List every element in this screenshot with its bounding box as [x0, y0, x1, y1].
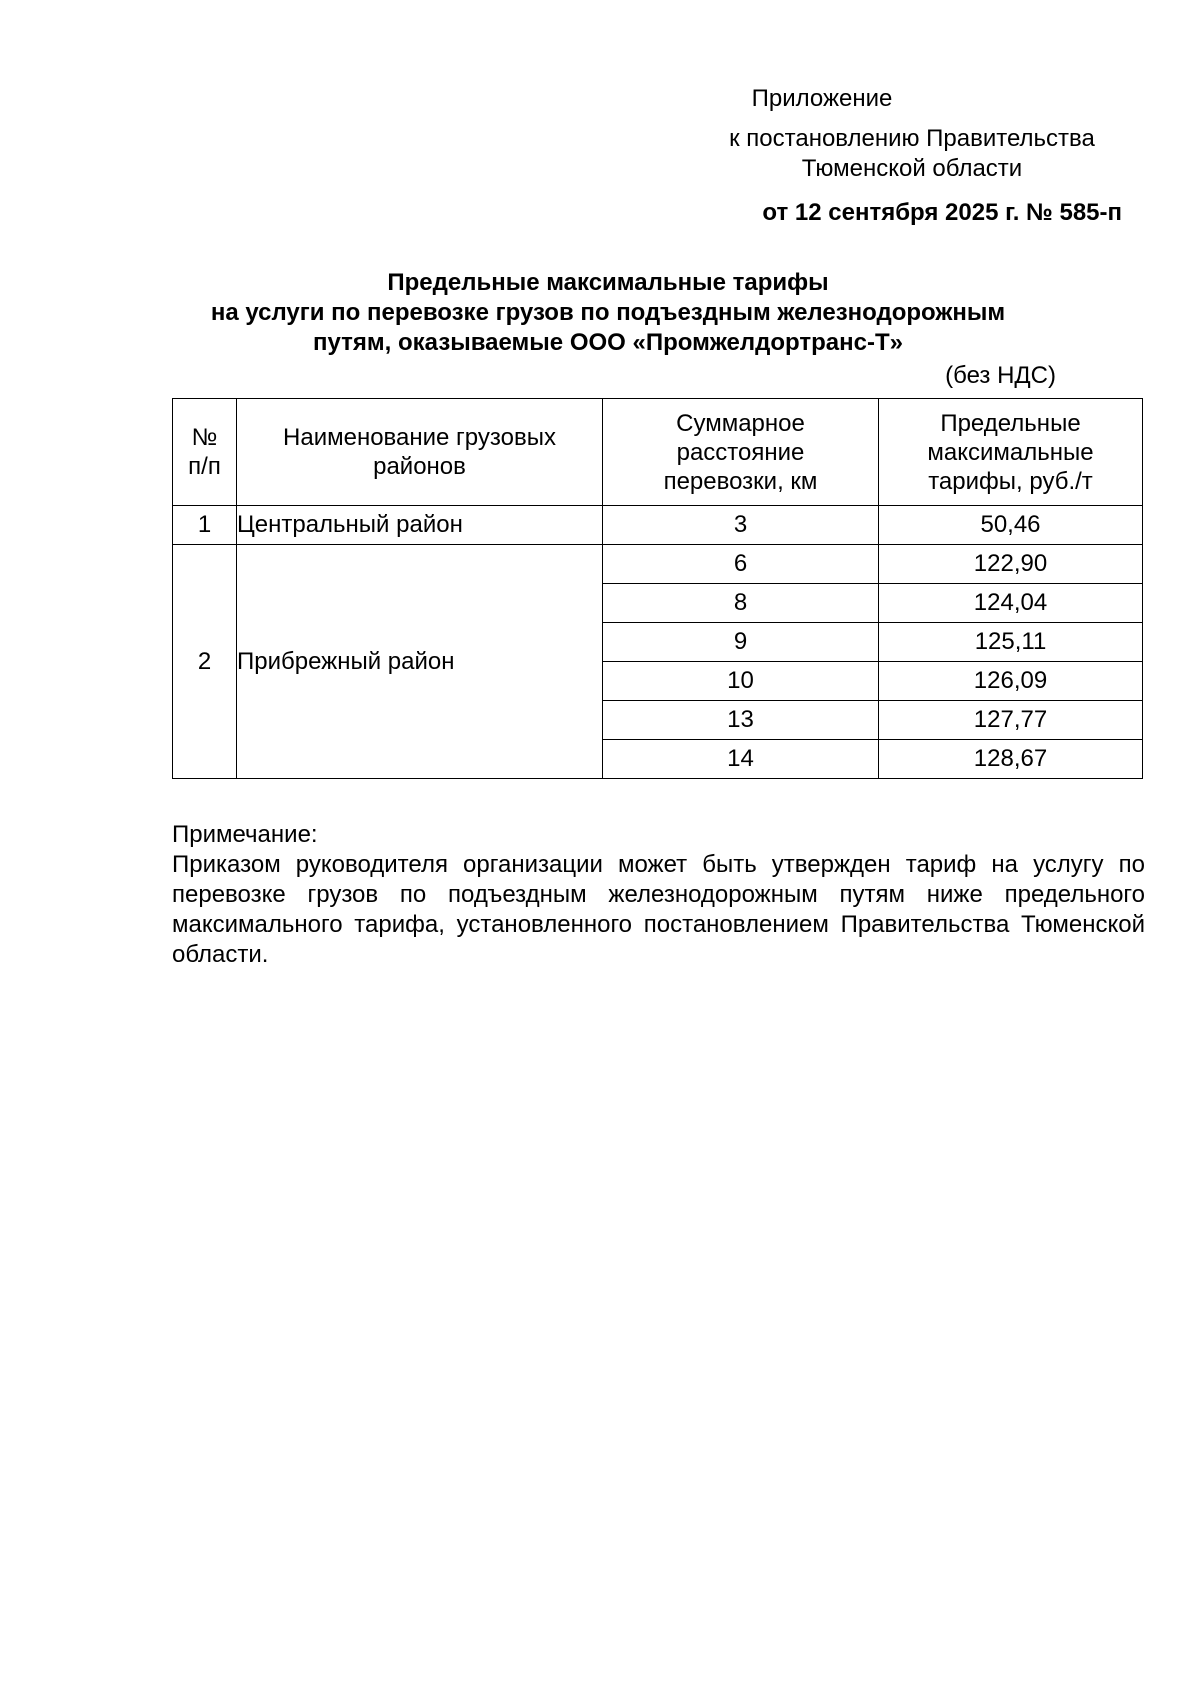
cell-district: Прибрежный район — [237, 545, 603, 779]
document-title-line-1: Предельные максимальные тарифы — [387, 269, 829, 296]
cell-district: Центральный район — [237, 506, 603, 545]
header-tariff: Предельные максимальные тарифы, руб./т — [879, 399, 1143, 506]
cell-tariff: 128,67 — [879, 740, 1143, 779]
cell-number: 2 — [173, 545, 237, 779]
appendix-header — [702, 84, 1122, 184]
note-text: Приказом руководителя организации может быть утвержден тариф на услугу по перевозке грузов по подъездным железнодорожным путям ниже предельного максимального тарифа, установленного постановлением Правительства Тюменской области. — [172, 851, 1145, 968]
header-district-name: Наименование грузовых районов — [237, 399, 603, 506]
cell-tariff: 126,09 — [879, 662, 1143, 701]
note-section — [172, 820, 1145, 970]
cell-distance: 8 — [603, 584, 879, 623]
cell-distance: 13 — [603, 701, 879, 740]
table-row — [173, 506, 1143, 545]
cell-tariff: 127,77 — [879, 701, 1143, 740]
vat-note: (без НДС) — [945, 362, 1056, 389]
cell-tariff: 125,11 — [879, 623, 1143, 662]
cell-number: 1 — [173, 506, 237, 545]
appendix-reference-line-2: Тюменской области — [801, 155, 1023, 182]
cell-distance: 3 — [603, 506, 879, 545]
appendix-date-number: от 12 сентября 2025 г. № 585-п — [762, 199, 1122, 226]
cell-tariff: 122,90 — [879, 545, 1143, 584]
cell-distance: 6 — [603, 545, 879, 584]
cell-distance: 14 — [603, 740, 879, 779]
document-title-line-2: на услуги по перевозке грузов по подъездным железнодорожным — [210, 299, 1006, 326]
document-title-line-3: путям, оказываемые ООО «Промжелдортранс-Т» — [313, 329, 903, 356]
table-header-row — [173, 399, 1143, 506]
cell-tariff: 50,46 — [879, 506, 1143, 545]
note-heading: Примечание: — [172, 821, 318, 848]
header-number: № п/п — [173, 399, 237, 506]
tariff-table — [172, 398, 1143, 779]
appendix-reference-line-1: к постановлению Правительства — [729, 125, 1095, 152]
header-distance: Суммарное расстояние перевозки, км — [603, 399, 879, 506]
appendix-label: Приложение — [751, 85, 893, 112]
cell-distance: 10 — [603, 662, 879, 701]
table-row — [173, 545, 1143, 584]
document-title — [160, 268, 1056, 358]
cell-distance: 9 — [603, 623, 879, 662]
cell-tariff: 124,04 — [879, 584, 1143, 623]
